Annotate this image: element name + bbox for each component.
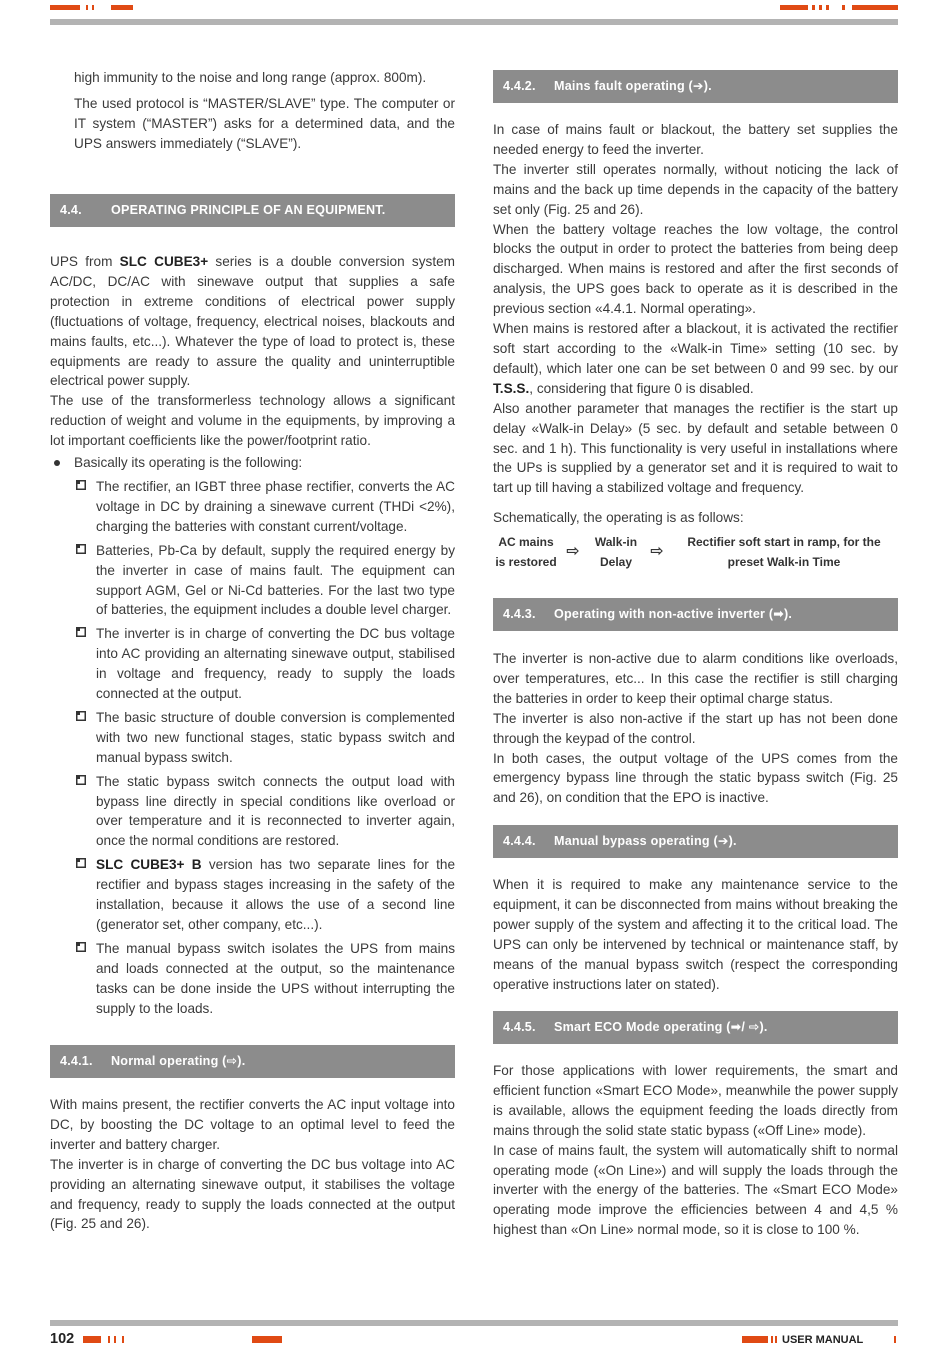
header-accent-tick (86, 5, 88, 10)
schematic-intro: Schematically, the operating is as follows: (493, 510, 744, 526)
section-title: Normal operating (⇨). (111, 1054, 246, 1068)
checkbox-icon (76, 858, 86, 868)
section-heading-4-4 (50, 194, 455, 227)
footer-label: USER MANUAL (782, 1334, 864, 1346)
scheme-box-ac-mains: AC mains is restored (495, 535, 557, 569)
checkbox-list-item: The manual bypass switch isolates the UPS from mains and loads connected at the output, so the maintenance tasks can be done inside the UPS without interrupting the supply to the loads. (50, 939, 455, 1019)
intro-paragraph: The used protocol is “MASTER/SLAVE” type. The computer or IT system (“MASTER”) asks for a determined data, and the UPS answers immediately (“SLAVE”). (74, 95, 455, 151)
body-paragraph: When the battery voltage reaches the low voltage, the control blocks the output in order to protect the batteries from being deep discharged. When mains is restored and after the first seconds of analysis, the UPS goes back to operate as it is described in the previous section «4.4.1. Normal operating». (493, 221, 898, 317)
checkbox-list-item: The rectifier, an IGBT three phase rectifier, converts the AC voltage in DC by draining a sinewave current (THDi <2%), charging the batteries with constant current/voltage. (50, 477, 455, 537)
section-title: Manual bypass operating (➔). (554, 834, 737, 848)
header-accent-tick (812, 5, 815, 10)
checkbox-icon (76, 627, 86, 637)
footer-accent-tick (108, 1336, 110, 1343)
header-rule (50, 19, 898, 25)
body-paragraph: The use of the transformerless technology allows a significant reduction of weight and volume in the equipments, by improving a lot important coefficients like the power/footprint ratio. (50, 393, 455, 449)
section-number: 4.4.2. (503, 79, 536, 93)
tss-name: T.S.S. (493, 380, 530, 396)
section-heading-4-4-1 (50, 1045, 455, 1078)
header-accent-tick (826, 5, 829, 10)
section-heading-4-4-2 (493, 70, 898, 103)
body-paragraph: The inverter still operates normally, without noticing the lack of mains and the back up time depends in the capacity of the battery set only (Fig. 25 and 26). (493, 161, 898, 217)
bullet-icon (54, 460, 60, 466)
scheme-box-soft-start: Rectifier soft start in ramp, for the preset Walk-in Time (687, 535, 881, 569)
footer-accent-tick (771, 1336, 773, 1343)
checkbox-icon (76, 942, 86, 952)
footer-accent-tick (122, 1336, 124, 1343)
body-paragraph: Also another parameter that manages the rectifier is the start up delay «Walk-in Delay» (5 sec. by default and setable between 0 sec. and 1 h). This functionality is very useful in installations where the UPs is supplied by a generator set and it is required to wait to tart up till having a stabilized voltage and frequency. (493, 400, 898, 496)
footer-accent-tick (894, 1336, 896, 1343)
right-smart-eco (493, 1061, 898, 1240)
section-heading-4-4-3 (493, 598, 898, 631)
header-accent-bar-left (50, 5, 80, 10)
header-accent-tick (819, 5, 822, 10)
body-paragraph: For those applications with lower requirements, the smart and efficient function «Smart ECO Mode», meanwhile the power supply is available, allows the equipment feeding the loads directly from mains through the solid state static bypass («Off Line» mode). (493, 1063, 898, 1138)
footer-accent-bar (83, 1336, 101, 1343)
checkbox-icon (76, 711, 86, 721)
checkbox-list-item: The basic structure of double conversion is complemented with two new functional stages, static bypass switch and manual bypass switch. (50, 708, 455, 768)
section-number: 4.4.3. (503, 607, 536, 621)
body-paragraph: In both cases, the output voltage of the UPS comes from the emergency bypass line through the static bypass switch (Fig. 25 and 26), on condition that the EPO is inactive. (493, 750, 898, 806)
checkbox-list-item: Batteries, Pb-Ca by default, supply the required energy by the inverter in case of mains fault. The equipment can support AGM, Gel or Ni-Cd batteries. For the last two type of batteries, the equipment includes a double level charger. (50, 541, 455, 621)
product-name: SLC CUBE3+ B (96, 857, 202, 873)
checkbox-list-item: SLC CUBE3+ B version has two separate lines for the rectifier and bypass stages increasing in the safety of the installation, because it allows the use of a second line (generator set, other company, etc...). (50, 855, 455, 935)
body-paragraph: The inverter is also non-active if the start up has not been done through the keypad of the control. (493, 710, 898, 746)
footer-accent-tick (114, 1336, 116, 1343)
arrow-right-icon: ⇨ (650, 543, 664, 560)
body-paragraph: In case of mains fault, the system will automatically shift to normal operating mode («On Line») and will supply the loads through the inverter with the energy of the batteries. The «Smart ECO Mode» operating mode improve the efficiencies between 4 and 4,5 % highest than «On Line» normal mode, so it is close to 100 %. (493, 1142, 898, 1238)
header-accent-bar (852, 5, 898, 10)
body-paragraph: When mains is restored after a blackout, it is activated the rectifier soft start according to the «Walk-in Time» setting (10 sec. by default), which later one can be set between 0 and 99 sec. by our T.S.S., considering that figure 0 is disabled. (493, 321, 898, 396)
body-paragraph: When it is required to make any maintenance service to the equipment, it can be disconnected from mains without breaking the power supply of the system and affecting it to the critical load. The UPS can only be intervened by technical or maintenance staff, by means of the manual bypass switch (respect the corresponding operative instructions later on stated). (493, 877, 898, 992)
bullet-item: Basically its operating is the following: (50, 453, 455, 473)
left-normal-operating (50, 1095, 455, 1234)
footer-accent-bar (252, 1336, 282, 1343)
page-number: 102 (50, 1331, 75, 1347)
checkbox-list-item: The static bypass switch connects the output load with bypass line directly in special conditions like overload or over temperature and it is reconnected to inverter again, once the normal conditions are restored. (50, 772, 455, 852)
body-paragraph: The inverter is non-active due to alarm conditions like overloads, over temperatures, etc... In this case the rectifier is still charging the batteries in order to keep their optimal charge status. (493, 651, 898, 706)
left-intro (74, 68, 455, 154)
header-accent-tick (842, 5, 845, 10)
left-body (50, 252, 455, 1019)
checkbox-icon (76, 480, 86, 490)
section-number: 4.4.1. (60, 1054, 93, 1068)
section-number: 4.4.5. (503, 1020, 536, 1034)
section-title: Operating with non-active inverter (➡). (554, 607, 793, 621)
body-paragraph: In case of mains fault or blackout, the battery set supplies the needed energy to feed the inverter. (493, 122, 898, 157)
section-title: Mains fault operating (➔). (554, 79, 712, 93)
section-heading-4-4-4 (493, 825, 898, 858)
footer-rule (50, 1320, 898, 1326)
section-number: 4.4.4. (503, 834, 536, 848)
section-title: OPERATING PRINCIPLE OF AN EQUIPMENT. (111, 203, 386, 217)
section-title: Smart ECO Mode operating (➡/ ⇨). (554, 1020, 768, 1034)
right-manual-bypass (493, 875, 898, 994)
footer-accent-bar (742, 1336, 768, 1343)
body-paragraph: With mains present, the rectifier converts the AC input voltage into DC, by boosting the DC voltage to an optimal level to feed the inverter and battery charger. (50, 1097, 455, 1152)
scheme-box-walk-in-delay: Walk-in Delay (594, 535, 638, 569)
body-paragraph: UPS from SLC CUBE3+ series is a double conversion system AC/DC, DC/AC with sinewave output that supplies a safe protection in extreme conditions of electrical power supply (fluctuations of voltage, frequency, electrical noises, blackouts and mains faults, etc...). Whatever the type of load to protect is, these equipments are ready to assure the quality and uninterruptible electrical power supply. (50, 254, 455, 389)
right-mains-fault (493, 120, 898, 528)
right-non-active-inverter (493, 649, 898, 808)
checkbox-icon (76, 544, 86, 554)
body-paragraph: The inverter is in charge of converting the DC bus voltage into AC providing an alternating sinewave output, it stabilises the voltage and frequency, ready to supply the loads connected at the output (Fig. 25 and 26). (50, 1156, 455, 1232)
header-accent-bar (111, 5, 133, 10)
header-accent-bar-right (780, 5, 808, 10)
footer-accent-tick (775, 1336, 777, 1343)
section-heading-4-4-5 (493, 1011, 898, 1044)
intro-paragraph: high immunity to the noise and long range (approx. 800m). (74, 70, 427, 85)
checkbox-icon (76, 775, 86, 785)
arrow-right-icon: ⇨ (566, 543, 580, 560)
section-number: 4.4. (60, 203, 82, 217)
header-accent-tick (92, 5, 94, 10)
checkbox-list-item: The inverter is in charge of converting the DC bus voltage into AC providing an alternating sinewave output, stabilised in voltage and frequency, ready to supply the loads connected at the output. (50, 624, 455, 704)
product-name: SLC CUBE3+ (119, 254, 209, 269)
